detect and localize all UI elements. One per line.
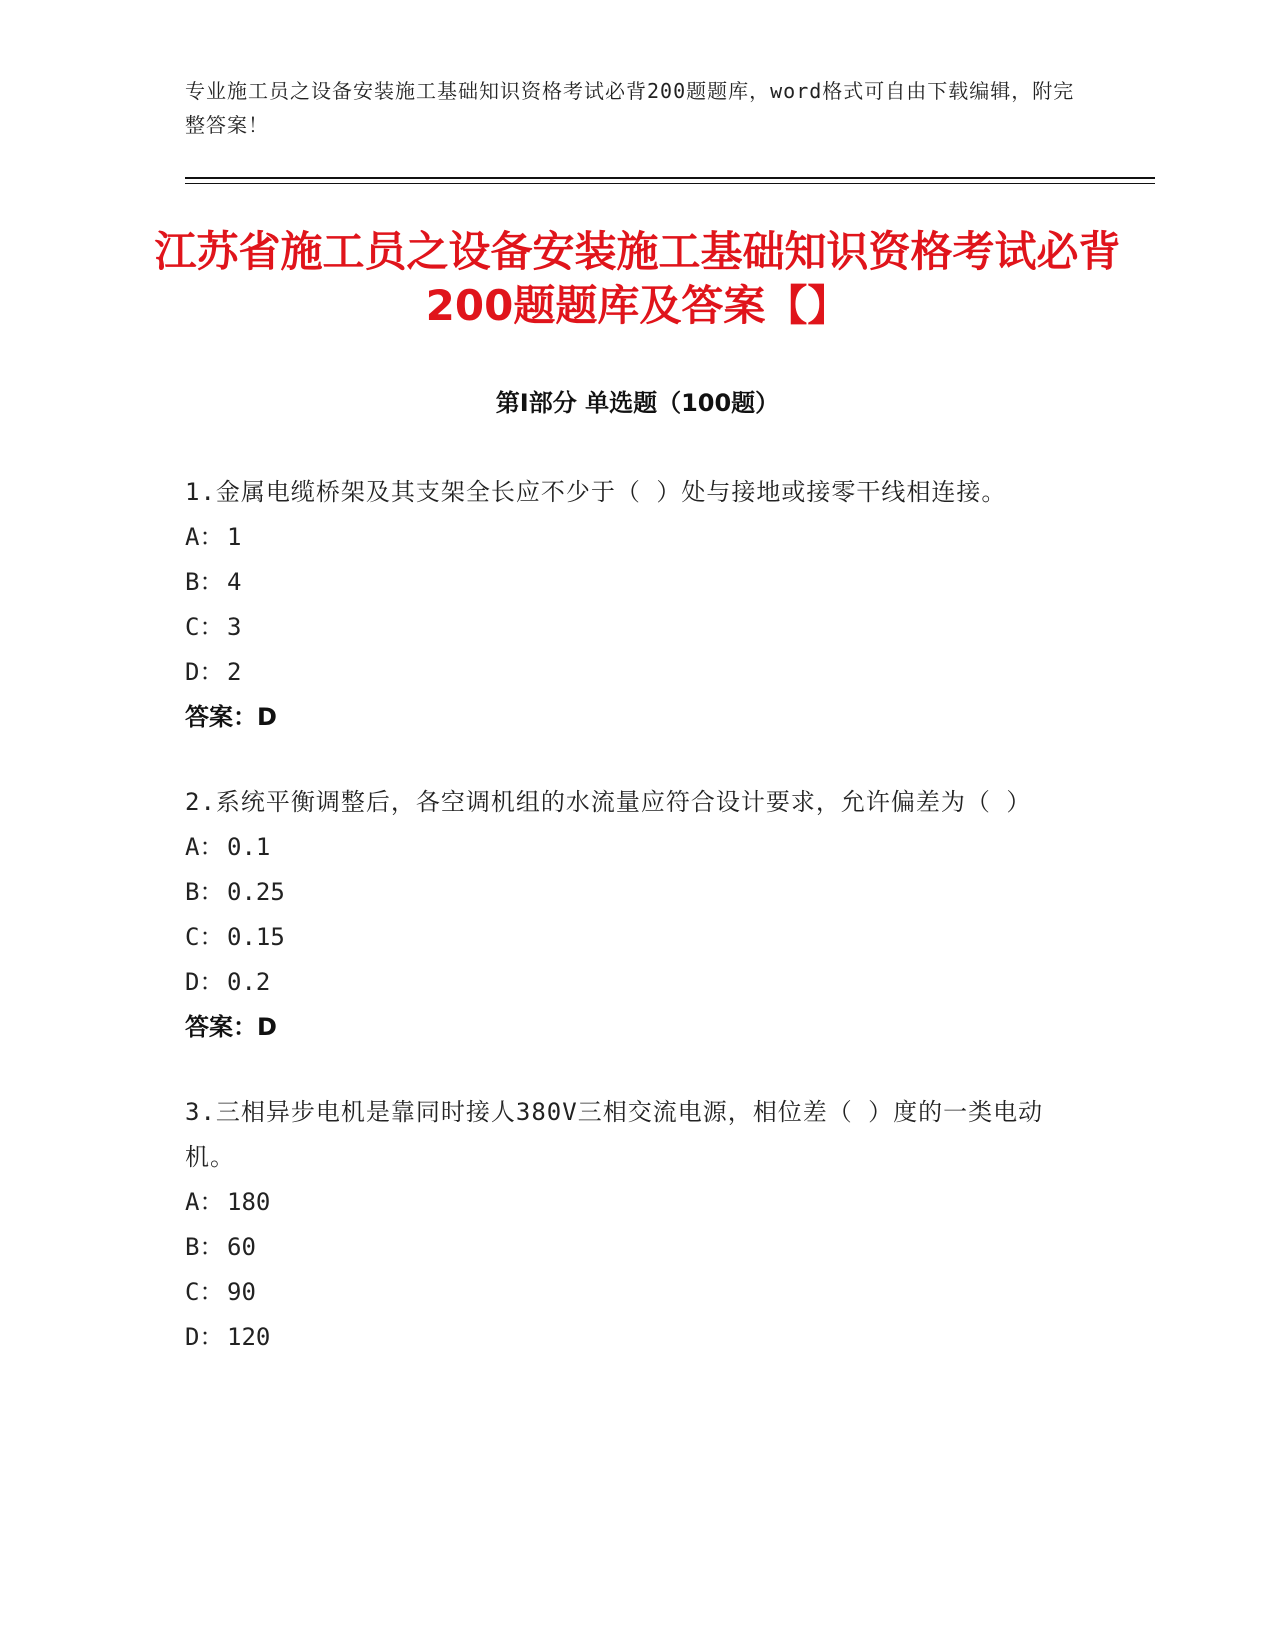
- option-a: [185, 515, 1085, 560]
- option-value: 180: [227, 1188, 271, 1216]
- option-a: [185, 825, 1085, 870]
- option-value: 2: [227, 658, 242, 686]
- option-letter: D：: [185, 1323, 224, 1351]
- question-text: 3.三相异步电机是靠同时接人380V三相交流电源，相位差（ ）度的一类电动机。: [185, 1098, 1044, 1171]
- option-letter: D：: [185, 658, 224, 686]
- option-letter: A：: [185, 1188, 224, 1216]
- option-b: [185, 560, 1085, 605]
- option-value: 120: [227, 1323, 271, 1351]
- section-heading: 第Ⅰ部分 单选题（100题）: [495, 389, 780, 417]
- option-letter: B：: [185, 1233, 224, 1261]
- question-text: 2.系统平衡调整后，各空调机组的水流量应符合设计要求，允许偏差为（ ）: [185, 788, 1032, 816]
- option-letter: A：: [185, 833, 224, 861]
- option-a: [185, 1180, 1085, 1225]
- option-value: 3: [227, 613, 242, 641]
- question-item: [185, 780, 1085, 1050]
- header-rule-thin: [185, 183, 1155, 184]
- option-c: [185, 915, 1085, 960]
- option-d: [185, 1315, 1085, 1360]
- header-rule-thick: [185, 177, 1155, 179]
- option-letter: A：: [185, 523, 224, 551]
- option-value: 90: [227, 1278, 256, 1306]
- option-d: [185, 960, 1085, 1005]
- question-list: [185, 470, 1085, 1400]
- answer-line: 答案：D: [185, 1013, 277, 1041]
- option-value: 0.1: [227, 833, 271, 861]
- option-b: [185, 1225, 1085, 1270]
- option-value: 0.25: [227, 878, 285, 906]
- question-text: 1.金属电缆桥架及其支架全长应不少于（ ）处与接地或接零干线相连接。: [185, 478, 1007, 506]
- header-note: 专业施工员之设备安装施工基础知识资格考试必背200题题库，word格式可自由下载编辑，附完整答案！: [185, 79, 1075, 137]
- option-c: [185, 605, 1085, 650]
- option-letter: B：: [185, 878, 224, 906]
- option-d: [185, 650, 1085, 695]
- question-item: [185, 470, 1085, 740]
- option-letter: C：: [185, 923, 224, 951]
- option-letter: C：: [185, 1278, 224, 1306]
- option-value: 4: [227, 568, 242, 596]
- option-letter: D：: [185, 968, 224, 996]
- option-c: [185, 1270, 1085, 1315]
- option-value: 1: [227, 523, 242, 551]
- option-value: 60: [227, 1233, 256, 1261]
- answer-line: 答案：D: [185, 703, 277, 731]
- option-value: 0.2: [227, 968, 271, 996]
- option-value: 0.15: [227, 923, 285, 951]
- option-letter: C：: [185, 613, 224, 641]
- document-title: 江苏省施工员之设备安装施工基础知识资格考试必背200题题库及答案【】: [154, 227, 1121, 330]
- question-item: [185, 1090, 1085, 1360]
- option-b: [185, 870, 1085, 915]
- option-letter: B：: [185, 568, 224, 596]
